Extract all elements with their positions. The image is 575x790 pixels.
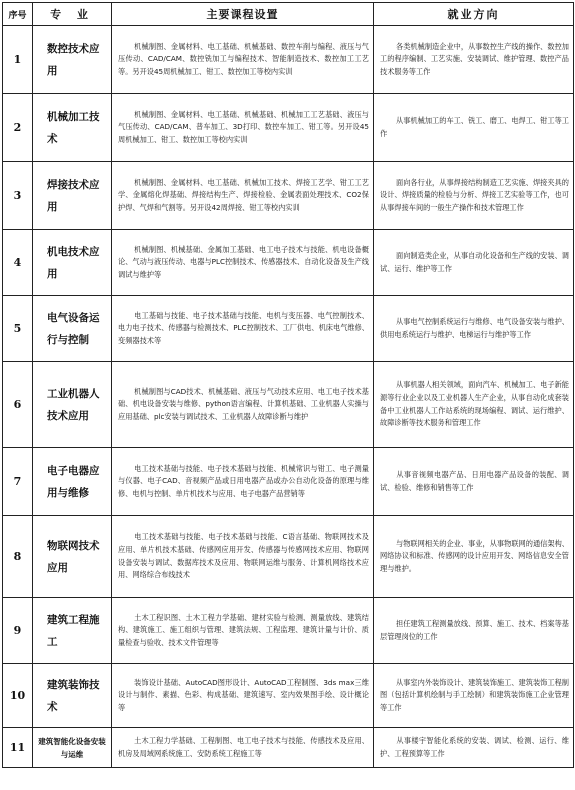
major-name: 工业机器人技术应用 <box>33 362 112 448</box>
jobs-text: 面向制造类企业，从事自动化设备和生产线的安装、调试、运行、维护等工作 <box>380 250 569 273</box>
table-row <box>3 664 574 728</box>
table-row <box>3 598 574 664</box>
jobs-text: 各类机械制造企业中，从事数控生产线的操作、数控加工的程序编制、工艺实施、安装调试、维护管理、数控产品技术服务等工作 <box>380 41 569 76</box>
programs-table <box>2 2 574 768</box>
major-name: 机电技术应用 <box>33 230 112 296</box>
courses-text: 电工技术基础与技能、电子技术基础与技能、C语言基础、物联网技术及应用、单片机技术基础、传感网应用开发、传感器与传感网技术应用、物联网设备安装与调试、数据库技术及应用、物联网运维与服务、计算机网络技术应用、网络综合布线技术 <box>118 532 369 580</box>
courses-text: 电工基础与技能、电子技术基础与技能、电机与变压器、电气控制技术、电力电子技术、传感器与检测技术、PLC控制技术、工厂供电、机床电气维修、变频器技术等 <box>118 310 369 345</box>
row-number: 11 <box>3 728 33 768</box>
table-row <box>3 162 574 230</box>
courses-text: 机械制图与CAD技术、机械基础、液压与气动技术应用、电工电子技术基础、机电设备安装与维修、python语言编程、计算机基础、工业机器人实操与应用基础、plc安装与调试技术、工业机器人故障诊断与维护 <box>118 386 369 421</box>
jobs-cell <box>374 516 574 598</box>
major-name: 物联网技术应用 <box>33 516 112 598</box>
row-number: 8 <box>3 516 33 598</box>
courses-cell <box>112 516 374 598</box>
courses-text: 机械制图、机械基础、金属加工基础、电工电子技术与技能、机电设备概论、气动与液压传动、电器与PLC控制技术、传感器技术、自动化设备及生产线调试与维护等 <box>118 244 369 279</box>
major-name: 电子电器应用与维修 <box>33 448 112 516</box>
major-name: 建筑智能化设备安装与运维 <box>33 728 112 768</box>
jobs-text: 从事机械加工的车工、铣工、磨工、电焊工、钳工等工作 <box>380 115 569 138</box>
major-name: 焊接技术应用 <box>33 162 112 230</box>
jobs-text: 与物联网相关的企业、事业，从事物联网的通信架构、网络协议和标准、传感网的设计应用开发、网络信息安全管理与维护。 <box>380 538 569 573</box>
row-number: 4 <box>3 230 33 296</box>
header-jobs: 就业方向 <box>374 3 574 26</box>
courses-cell <box>112 94 374 162</box>
major-name: 建筑工程施工 <box>33 598 112 664</box>
jobs-cell <box>374 26 574 94</box>
courses-cell <box>112 26 374 94</box>
table-row <box>3 728 574 768</box>
row-number: 10 <box>3 664 33 728</box>
courses-cell <box>112 162 374 230</box>
courses-text: 机械制图、金属材料、电工基础、机械基础、数控车削与编程、液压与气压传动、CAD/CAM、数控铣加工与编程技术、智能制造技术、数控加工工艺等。另开设45周机械加工、钳工、数控加工等校内实训 <box>118 41 369 76</box>
courses-cell <box>112 598 374 664</box>
courses-text: 土木工程力学基础、工程制图、电工电子技术与技能、传感技术及应用、机房及局域网系统施工、安防系统工程施工等 <box>118 735 369 758</box>
courses-cell <box>112 230 374 296</box>
table-row <box>3 362 574 448</box>
table-row <box>3 296 574 362</box>
jobs-cell <box>374 448 574 516</box>
major-name: 数控技术应用 <box>33 26 112 94</box>
major-name: 建筑装饰技术 <box>33 664 112 728</box>
row-number: 2 <box>3 94 33 162</box>
table-row <box>3 94 574 162</box>
jobs-cell <box>374 598 574 664</box>
courses-cell <box>112 448 374 516</box>
jobs-cell <box>374 230 574 296</box>
table-row <box>3 26 574 94</box>
row-number: 7 <box>3 448 33 516</box>
jobs-text: 从事音视频电器产品、日用电器产品设备的装配、调试、检验、维修和销售等工作 <box>380 469 569 492</box>
table-row <box>3 230 574 296</box>
major-name: 机械加工技术 <box>33 94 112 162</box>
header-row <box>3 3 574 26</box>
courses-cell <box>112 296 374 362</box>
row-number: 1 <box>3 26 33 94</box>
jobs-cell <box>374 162 574 230</box>
row-number: 9 <box>3 598 33 664</box>
jobs-cell <box>374 728 574 768</box>
header-no: 序号 <box>3 3 33 26</box>
courses-cell <box>112 728 374 768</box>
jobs-cell <box>374 362 574 448</box>
jobs-text: 担任建筑工程测量放线、预算、施工、技术、档案等基层管理岗位的工作 <box>380 618 569 641</box>
jobs-cell <box>374 94 574 162</box>
row-number: 5 <box>3 296 33 362</box>
courses-text: 机械制图、金属材料、电工基础、机械基础、机械加工工艺基础、液压与气压传动、CAD/CAM、普车加工、3D打印、数控车加工、钳工等。另开设45周机械加工、钳工、数控加工等校内实训 <box>118 109 369 144</box>
jobs-cell <box>374 296 574 362</box>
jobs-text: 从事机器人相关领域，面向汽车、机械加工、电子新能源等行业企业以及工业机器人生产企业，从事自动化成套装备中工业机器人工作站系统的现场编程、调试、运行维护、故障诊断等技术服务和管理工作 <box>380 380 569 428</box>
header-major: 专 业 <box>33 3 112 26</box>
major-name: 电气设备运行与控制 <box>33 296 112 362</box>
header-courses: 主要课程设置 <box>112 3 374 26</box>
courses-cell <box>112 362 374 448</box>
courses-text: 电工技术基础与技能、电子技术基础与技能、机械常识与钳工、电子测量与仪器、电子CAD、音视频产品或日用电器产品或办公自动化设备的原理与维修、电机与控制、单片机技术与应用、电子电器产品营销等 <box>118 463 369 498</box>
jobs-text: 从事电气控制系统运行与维修、电气设备安装与维护、供用电系统运行与维护、电梯运行与维护等工作 <box>380 316 569 339</box>
courses-text: 装饰设计基础、AutoCAD图形设计、AutoCAD工程制图、3ds max三维设计与制作、素描、色彩、构成基础、建筑速写、室内效果图手绘、设计概论等 <box>118 677 369 712</box>
jobs-cell <box>374 664 574 728</box>
jobs-text: 从事楼宇智能化系统的安装、调试、检测、运行、维护、工程预算等工作 <box>380 735 569 758</box>
row-number: 3 <box>3 162 33 230</box>
jobs-text: 面向各行业，从事焊接结构制造工艺实施、焊接夹具的设计、焊接质量的检验与分析、焊接工艺实验等工作，也可从事焊接车间的一般生产操作和技术管理工作 <box>380 177 569 212</box>
table-row <box>3 448 574 516</box>
table-row <box>3 516 574 598</box>
row-number: 6 <box>3 362 33 448</box>
courses-cell <box>112 664 374 728</box>
courses-text: 机械制图、金属材料、电工基础、机械加工技术、焊接工艺学、钳工工艺学、金属熔化焊基础、焊接结构生产、焊接检验、金属表面处理技术、CO2保护焊、气焊和气割等。另开设42周焊接、钳工等校内实训 <box>118 177 369 212</box>
jobs-text: 从事室内外装饰设计、建筑装饰施工、建筑装饰工程制图（包括计算机绘制与手工绘制）和建筑装饰施工企业管理等工作 <box>380 677 569 712</box>
courses-text: 土木工程识图、土木工程力学基础、建材实验与检测、测量放线、建筑结构、建筑施工、施工组织与管理、建筑法规、工程监理、建筑计量与计价、质量检查与验收、技术文件管理等 <box>118 612 369 647</box>
